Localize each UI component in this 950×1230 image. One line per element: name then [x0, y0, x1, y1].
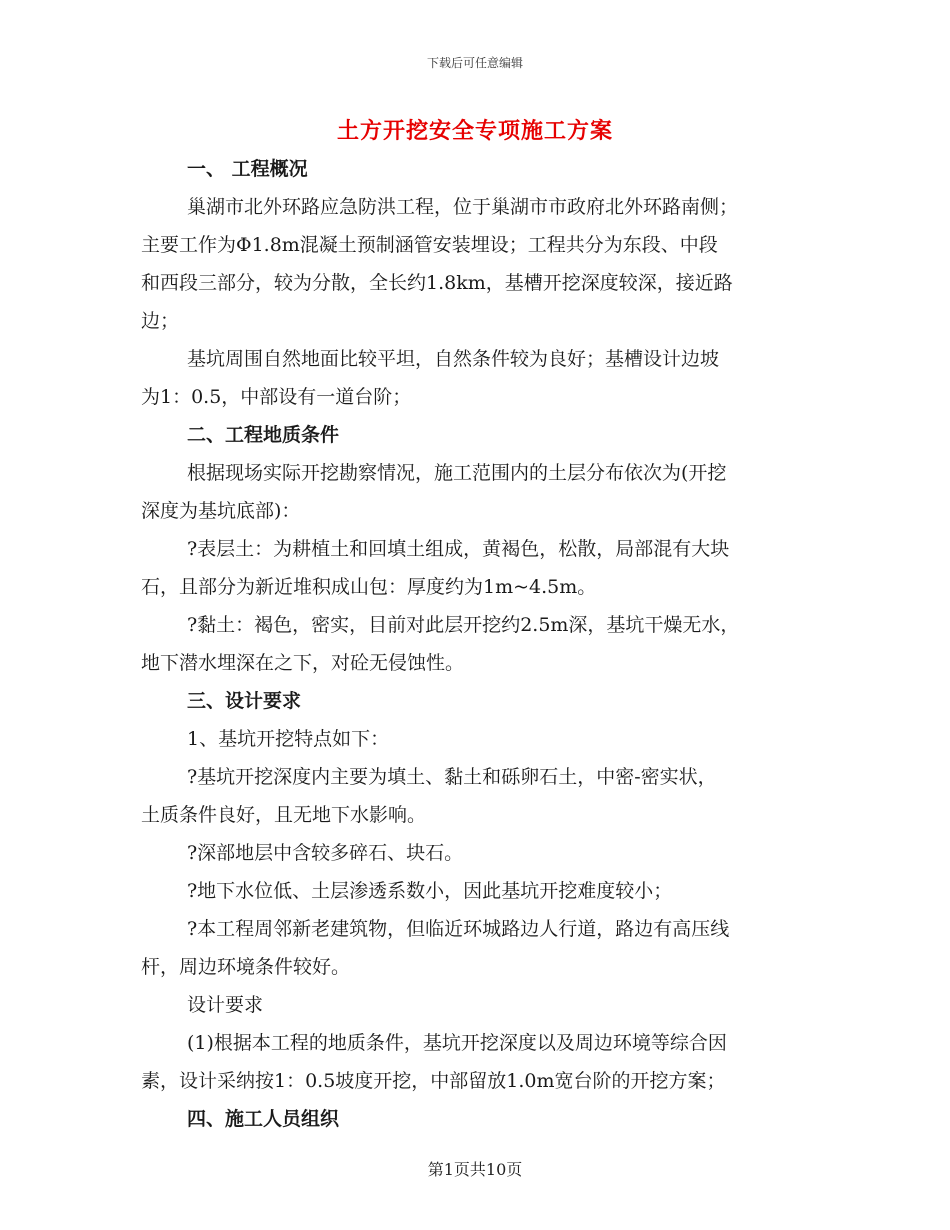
paragraph-line: 设计要求: [187, 994, 264, 1016]
document-body: [141, 150, 811, 1138]
paragraph-line: 巢湖市北外环路应急防洪工程，位于巢湖市市政府北外环路南侧；: [187, 196, 739, 218]
section-heading-2: 二、工程地质条件: [187, 424, 340, 446]
paragraph-line: 根据现场实际开挖勘察情况，施工范围内的土层分布依次为(开挖: [187, 462, 727, 484]
paragraph-line: 杆，周边环境条件较好。: [141, 956, 351, 978]
paragraph-line: ?本工程周邻新老建筑物，但临近环城路边人行道，路边有高压线: [187, 918, 730, 940]
paragraph-line: 石，且部分为新近堆积成山包：厚度约为1m~4.5m。: [141, 576, 597, 598]
paragraph-line: ?基坑开挖深度内主要为填土、黏土和砾卵石土，中密-密实状，: [187, 766, 717, 788]
paragraph-line: 地下潜水埋深在之下，对砼无侵蚀性。: [141, 652, 465, 674]
section-heading-1: 一、 工程概况: [187, 158, 308, 180]
paragraph-line: ?地下水位低、土层渗透系数小，因此基坑开挖难度较小；: [187, 880, 673, 902]
section-heading-3: 三、设计要求: [187, 690, 302, 712]
paragraph-line: 1、基坑开挖特点如下：: [187, 728, 390, 750]
paragraph-line: 和西段三部分，较为分散，全长约1.8km，基槽开挖深度较深，接近路: [141, 272, 733, 294]
paragraph-line: 素，设计采纳按1：0.5坡度开挖，中部留放1.0m宽台阶的开挖方案；: [141, 1070, 726, 1092]
paragraph-line: 边；: [141, 310, 180, 332]
paragraph-line: 土质条件良好，且无地下水影响。: [141, 804, 427, 826]
paragraph-line: ?表层土：为耕植土和回填土组成，黄褐色，松散，局部混有大块: [187, 538, 730, 560]
paragraph-line: 深度为基坑底部)：: [141, 500, 301, 522]
header-note: 下载后可任意编辑: [426, 56, 523, 70]
paragraph-line: 主要工作为Φ1.8m混凝土预制涵管安装埋设；工程共分为东段、中段: [141, 234, 718, 256]
paragraph-line: (1)根据本工程的地质条件，基坑开挖深度以及周边环境等综合因: [187, 1032, 727, 1054]
paragraph-line: 基坑周围自然地面比较平坦，自然条件较为良好；基槽设计边坡: [187, 348, 720, 370]
paragraph-line: ?黏土：褐色，密实，目前对此层开挖约2.5m深，基坑干燥无水，: [187, 614, 740, 636]
paragraph-line: ?深部地层中含较多碎石、块石。: [187, 842, 464, 864]
page-number: 第1页共10页: [427, 1160, 523, 1179]
section-heading-4: 四、施工人员组织: [187, 1108, 340, 1130]
document-title: 土方开挖安全专项施工方案: [336, 118, 613, 144]
paragraph-line: 为1：0.5，中部设有一道台阶；: [141, 386, 412, 408]
